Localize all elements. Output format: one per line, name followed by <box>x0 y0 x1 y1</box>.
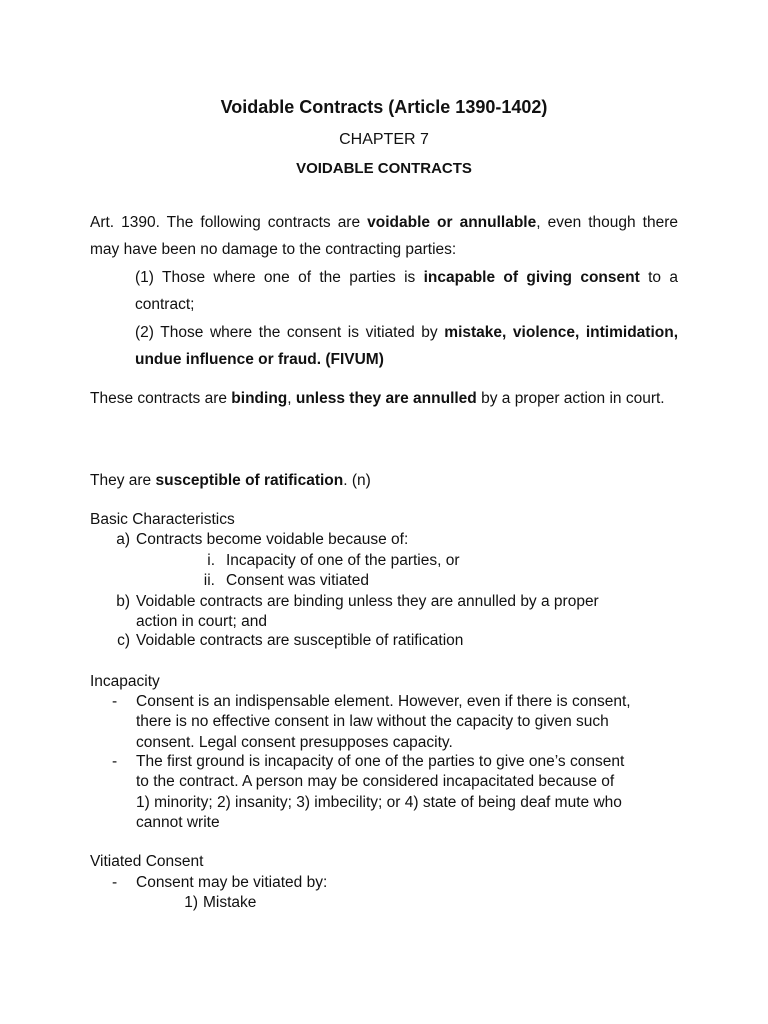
voidable-term: voidable or annullable <box>367 214 537 231</box>
document-title: Voidable Contracts (Article 1390-1402) <box>220 97 548 117</box>
list-item-continuation: 1) minority; 2) insanity; 3) imbecility; or 4) state of being deaf mute who <box>136 794 622 811</box>
basic-characteristics-heading: Basic Characteristics <box>90 511 235 528</box>
list-item-continuation: action in court; and <box>136 613 267 630</box>
chapter-label: CHAPTER 7 <box>339 131 429 148</box>
list-item-continuation: there is no effective consent in law without the capacity to given such <box>136 713 609 730</box>
chapter-subtitle: VOIDABLE CONTRACTS <box>296 160 472 177</box>
binding-paragraph: These contracts are binding, unless they are annulled by a proper action in court. <box>90 390 665 407</box>
article-1390-item-2: (2) Those where the consent is vitiated by mistake, violence, intimidation, undue influence or fraud. (FIVUM) <box>135 324 679 368</box>
document-page: Voidable Contracts (Article 1390-1402) CHAPTER 7 VOIDABLE CONTRACTS Art. 1390. The following contracts are voidable or annullable, even though there may have been no damage to the contracting parties: (1) Those where one of the parties is incapable of giving consent to a contract; (2) Those where the consent is vitiated by mistake, violence, intimidation, undue influence or fraud. (FIVUM) These contracts are binding, unless they are annulled by a proper action in court. They are susceptible of ratification. (n) Basic Characteristics a) Contracts become voidable because of: i. Incapacity of one of the parties, or ii. Consent was vitiated b) Voidable contracts are binding unless they are annulled by a proper action in court; and c) Voidable contracts are susceptible of ratification Incapacity - Consent is an indispensable element. However, even if there is consent, there is no effective consent in law without the capacity to given such consent. Legal consent presupposes capacity. - The first ground is incapacity of one of the parties to give one’s consent to the contract. A person may be considered incapacitated because of 1) minority; 2) insanity; 3) imbecility; or 4) state of being deaf mute who cannot write Vitiated Consent - Consent may be vitiated by: 1) Mistake <box>0 0 768 1024</box>
vitiated-consent-heading: Vitiated Consent <box>90 853 204 870</box>
incapacity-heading: Incapacity <box>90 673 160 690</box>
article-1390-paragraph: Art. 1390. The following contracts are voidable or annullable, even though there may have been no damage to the contracting parties: <box>90 214 678 258</box>
article-1390-item-1: (1) Those where one of the parties is incapable of giving consent to a contract; <box>135 269 678 313</box>
list-item-continuation: consent. Legal consent presupposes capacity. <box>136 734 453 751</box>
list-item-continuation: to the contract. A person may be considered incapacitated because of <box>136 773 615 790</box>
list-item-continuation: cannot write <box>136 814 220 831</box>
ratification-paragraph: They are susceptible of ratification. (n) <box>90 472 371 489</box>
